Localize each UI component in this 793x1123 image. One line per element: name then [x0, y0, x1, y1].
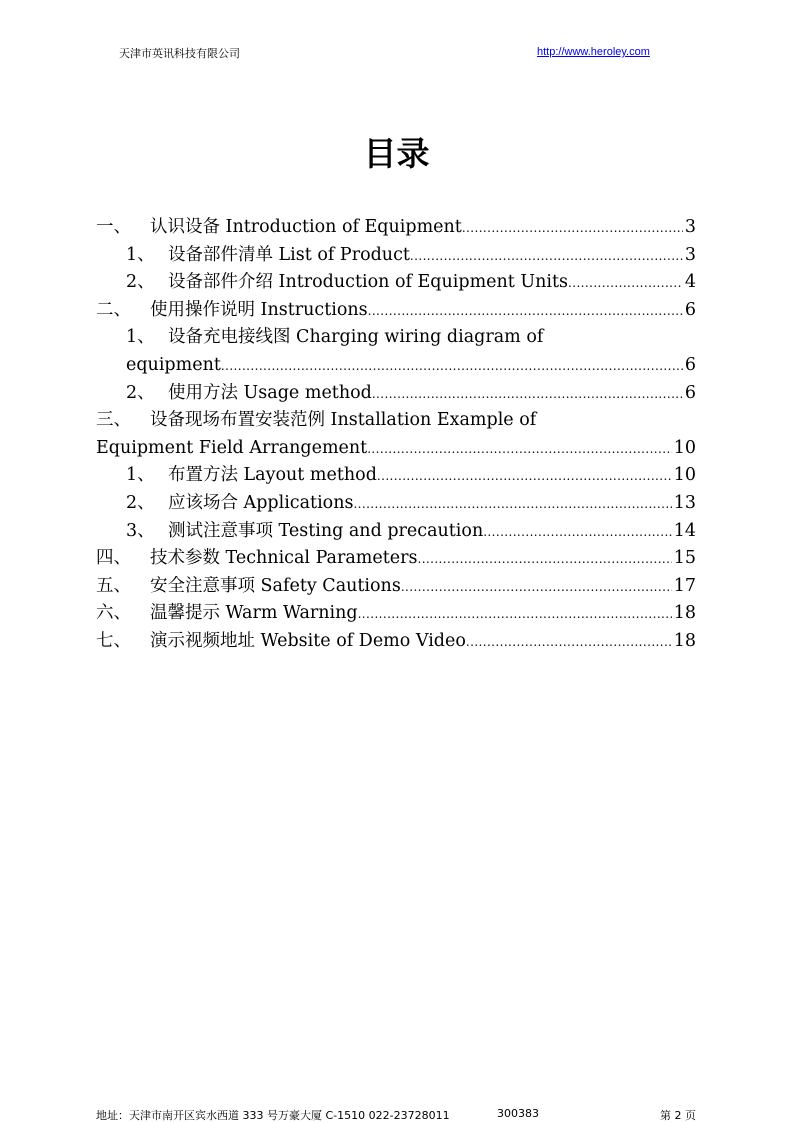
toc-number: 2、 [126, 272, 155, 293]
toc-page-number: 18 [673, 603, 696, 624]
header-company-name: 天津市英讯科技有限公司 [119, 47, 240, 60]
toc-entry-title: 使用操作说明 Instructions [150, 299, 368, 320]
toc-line-5[interactable] [96, 573, 696, 601]
toc-entry-title: 设备部件介绍 Introduction of Equipment Units [168, 272, 569, 293]
toc-entry-title: equipment [126, 354, 221, 375]
toc-line-2[interactable] [96, 297, 696, 325]
footer-page-number: 第 2 页 [660, 1109, 696, 1122]
toc-line-3[interactable] [96, 407, 696, 435]
toc-page-number: 15 [673, 548, 696, 569]
toc-dot-leader [401, 574, 672, 602]
toc-dot-leader [483, 519, 672, 547]
toc-page-number: 10 [673, 465, 696, 486]
toc-entry-title: 测试注意事项 Testing and precaution [168, 520, 484, 541]
footer-zip-code: 300383 [497, 1107, 539, 1120]
toc-entry-title: Equipment Field Arrangement [96, 437, 368, 458]
toc-number: 1、 [126, 465, 155, 486]
toc-entry-title: 布置方法 Layout method [168, 465, 377, 486]
toc-entry-title: 技术参数 Technical Parameters [150, 548, 418, 569]
toc-entry-title: 设备充电接线图 Charging wiring diagram of [168, 327, 544, 348]
toc-page-number: 17 [673, 575, 696, 596]
toc-line-3-3[interactable] [96, 518, 696, 546]
toc-number: 六、 [96, 603, 131, 624]
toc-page-number: 4 [684, 272, 696, 293]
toc-page-number: 18 [673, 630, 696, 651]
toc-entry-title: 使用方法 Usage method [168, 382, 372, 403]
toc-line-7[interactable] [96, 628, 696, 656]
toc-dot-leader [568, 270, 683, 298]
toc-dot-leader [367, 436, 672, 464]
toc-dot-leader [462, 215, 683, 243]
toc-entry-title: 设备部件清单 List of Product [168, 244, 410, 265]
toc-number: 二、 [96, 299, 131, 320]
toc-number: 1、 [126, 244, 155, 265]
toc-page-number: 6 [684, 299, 696, 320]
toc-number: 1、 [126, 327, 155, 348]
toc-line-1-2[interactable] [96, 269, 696, 297]
toc-page-number: 6 [684, 382, 696, 403]
toc-page-number: 10 [673, 437, 696, 458]
toc-line-3-1[interactable] [96, 462, 696, 490]
toc-number: 五、 [96, 575, 131, 596]
toc-entry-title: 安全注意事项 Safety Cautions [150, 575, 401, 596]
toc-entry-title: 演示视频地址 Website of Demo Video [150, 630, 466, 651]
toc-dot-leader [358, 601, 672, 629]
footer-address: 地址：天津市南开区宾水西道 333 号万豪大厦 C-1510 022-23728011 [96, 1109, 450, 1122]
toc-line-2-2[interactable] [96, 380, 696, 408]
toc-page-number: 14 [673, 520, 696, 541]
toc-title: 目录 [363, 134, 430, 173]
table-of-contents [96, 214, 696, 656]
toc-number: 2、 [126, 382, 155, 403]
toc-dot-leader [466, 629, 672, 657]
toc-line-4[interactable] [96, 545, 696, 573]
toc-page-number: 3 [684, 217, 696, 237]
toc-number: 四、 [96, 548, 131, 569]
toc-line-3-2[interactable] [96, 490, 696, 518]
toc-number: 3、 [126, 520, 155, 541]
toc-page-number: 13 [673, 492, 696, 513]
toc-number: 一、 [96, 217, 131, 237]
toc-dot-leader [410, 243, 683, 271]
toc-line-1[interactable] [96, 214, 696, 242]
toc-entry-title: 设备现场布置安装范例 Installation Example of [150, 410, 537, 431]
toc-line-3-continued[interactable] [96, 435, 696, 463]
toc-page-number: 6 [684, 354, 696, 375]
toc-dot-leader [377, 463, 672, 491]
toc-dot-leader [417, 546, 671, 574]
toc-number: 三、 [96, 410, 131, 431]
toc-line-2-1[interactable] [96, 324, 696, 352]
header-website-link[interactable]: http://www.heroley.com [537, 46, 650, 58]
toc-line-2-1-continued[interactable] [96, 352, 696, 380]
toc-entry-title: 认识设备 Introduction of Equipment [150, 217, 462, 237]
toc-page-number: 3 [684, 244, 696, 265]
toc-entry-title: 温馨提示 Warm Warning [150, 603, 358, 624]
toc-number: 2、 [126, 492, 155, 513]
toc-line-6[interactable] [96, 600, 696, 628]
toc-entry-title: 应该场合 Applications [168, 492, 354, 513]
toc-dot-leader [353, 491, 671, 519]
toc-dot-leader [221, 353, 683, 381]
toc-number: 七、 [96, 630, 131, 651]
toc-dot-leader [368, 298, 683, 326]
toc-line-1-1[interactable] [96, 242, 696, 270]
toc-dot-leader [372, 381, 683, 409]
